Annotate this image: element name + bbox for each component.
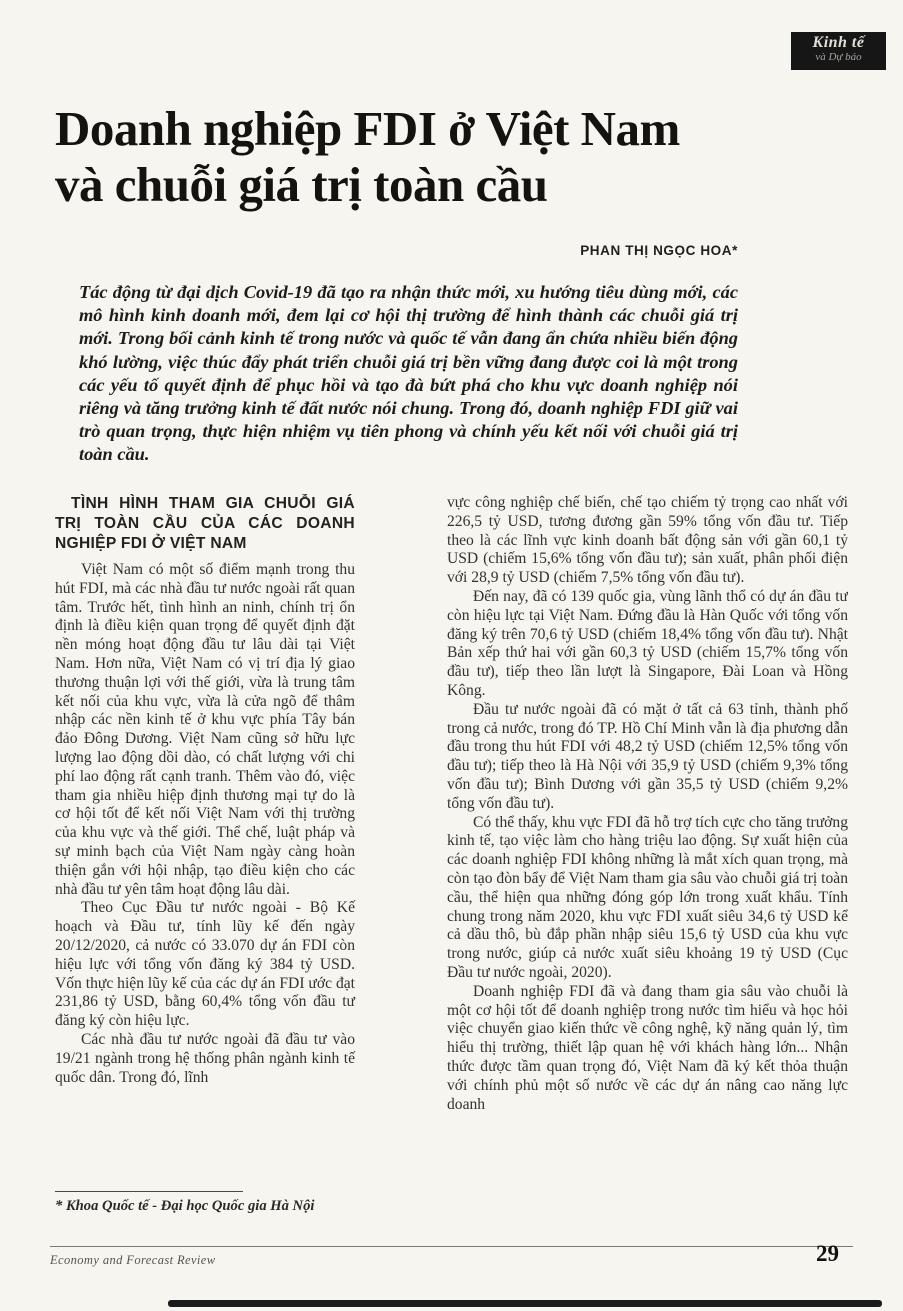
body-paragraph: Doanh nghiệp FDI đã và đang tham gia sâu vào chuỗi là một cơ hội tốt để doanh nghiệp trong nước tìm hiểu và học hỏi việc chuyển giao kiến thức về công nghệ, kỹ năng quản lý, tìm hiểu thị trường, thiết lập quan hệ với khách hàng lớn... Nhận thức được tầm quan trọng đó, Việt Nam đã ký kết thỏa thuận với chính phủ một số nước về các dự án nâng cao năng lực doanh <box>447 982 848 1113</box>
journal-logo <box>791 32 886 70</box>
article-body <box>55 494 848 1200</box>
article-title-line2: và chuỗi giá trị toàn cầu <box>55 157 548 213</box>
article-title <box>55 101 855 214</box>
journal-logo-subtitle: và Dự báo <box>815 50 862 63</box>
author-name: PHAN THỊ NGỌC HOA* <box>580 243 738 258</box>
body-paragraph: Việt Nam có một số điểm mạnh trong thu hút FDI, mà các nhà đầu tư nước ngoài rất quan tâm. Trước hết, tình hình an ninh, chính trị ổn định là điều kiện quan trọng để quyết định đặt nền móng hoạt động đầu tư lâu dài tại Việt Nam. Hơn nữa, Việt Nam có vị trí địa lý giao thương thuận lợi với thế giới, vừa là trung tâm kết nối của khu vực, vừa là cửa ngõ để thâm nhập các nền kinh tế ở khu vực phía Tây bán đảo Đông Dương. Việt Nam cũng sở hữu lực lượng lao động dồi dào, có chất lượng với chi phí lao động rất cạnh tranh. Thêm vào đó, việc tham gia nhiều hiệp định thương mại tự do là cơ hội tốt để kết nối Việt Nam với thị trường của khu vực và thế giới. Thể chế, luật pháp và sự minh bạch của Việt Nam ngày càng hoàn thiện gắn với hội nhập, tạo điều kiện cho các nhà đầu tư yên tâm hoạt động lâu dài. <box>55 561 355 898</box>
body-paragraph: Có thể thấy, khu vực FDI đã hỗ trợ tích cực cho tăng trưởng kinh tế, tạo việc làm cho hàng triệu lao động. Sự xuất hiện của các doanh nghiệp FDI không những là mắt xích quan trọng, mà còn tạo đòn bẩy để Việt Nam tham gia sâu vào chuỗi giá trị toàn cầu, thể hiện qua những đóng góp lớn trong xuất khẩu. Tính chung trong năm 2020, khu vực FDI xuất siêu 34,6 tỷ USD kể cả dầu thô, bù đắp phần nhập siêu 15,6 tỷ USD của khu vực trong nước, giúp cả nước xuất siêu khoảng 19 tỷ USD (Cục Đầu tư nước ngoài, 2020). <box>447 813 848 981</box>
article-abstract: Tác động từ đại dịch Covid-19 đã tạo ra nhận thức mới, xu hướng tiêu dùng mới, các mô hình kinh doanh mới, đem lại cơ hội thị trường để hình thành các chuỗi giá trị mới. Trong bối cảnh kinh tế trong nước và quốc tế vẫn đang ẩn chứa nhiều biến động khó lường, việc thúc đẩy phát triển chuỗi giá trị bền vững đang được coi là một trong các yếu tố quyết định để phục hồi và tạo đà bứt phá cho khu vực doanh nghiệp nói riêng và tăng trưởng kinh tế đất nước nói chung. Trong đó, doanh nghiệp FDI giữ vai trò quan trọng, thực hiện nhiệm vụ tiên phong và chính yếu kết nối với chuỗi giá trị toàn cầu. <box>79 282 738 465</box>
section-heading: TÌNH HÌNH THAM GIA CHUỖI GIÁ TRỊ TOÀN CẦU CỦA CÁC DOANH NGHIỆP FDI Ở VIỆT NAM <box>55 495 355 552</box>
left-column <box>55 494 355 1200</box>
article-title-line1: Doanh nghiệp FDI ở Việt Nam <box>55 101 680 156</box>
author-affiliation-footnote: * Khoa Quốc tế - Đại học Quốc gia Hà Nội <box>55 1198 315 1214</box>
body-paragraph: Các nhà đầu tư nước ngoài đã đầu tư vào 19/21 ngành trong hệ thống phân ngành kinh tế quốc dân. Trong đó, lĩnh <box>55 1030 355 1086</box>
body-paragraph: Theo Cục Đầu tư nước ngoài - Bộ Kế hoạch và Đầu tư, tính lũy kế đến ngày 20/12/2020, cả nước có 33.070 dự án FDI còn hiệu lực với tổng vốn đăng ký 384 tỷ USD. Vốn thực hiện lũy kế của các dự án FDI ước đạt 231,86 tỷ USD, bằng 60,4% tổng vốn đầu tư đăng ký còn hiệu lực. <box>55 899 355 1030</box>
footer-divider <box>50 1246 853 1247</box>
page-number: 29 <box>816 1241 839 1266</box>
body-paragraph: Đến nay, đã có 139 quốc gia, vùng lãnh thổ có dự án đầu tư còn hiệu lực tại Việt Nam. Đứng đầu là Hàn Quốc với tổng vốn đăng ký trên 70,6 tỷ USD (chiếm 18,4% tổng vốn đầu tư). Nhật Bản xếp thứ hai với gần 60,3 tỷ USD (chiếm 15,7% tổng vốn đầu tư), tiếp theo lần lượt là Singapore, Đài Loan và Hồng Kông. <box>447 587 848 699</box>
scan-edge-bar <box>168 1300 882 1307</box>
journal-logo-title: Kinh tế <box>812 34 865 51</box>
right-column <box>447 494 848 1200</box>
body-paragraph-continuation: vực công nghiệp chế biến, chế tạo chiếm tỷ trọng cao nhất với 226,5 tỷ USD, tương đương gần 59% tổng vốn đầu tư. Tiếp theo là các lĩnh vực kinh doanh bất động sản với gần 60,1 tỷ USD (chiếm 15,6% tổng vốn đầu tư); sản xuất, phân phối điện với 28,9 tỷ USD (chiếm 7,5% tổng vốn đầu tư). <box>447 494 848 587</box>
journal-name-footer: Economy and Forecast Review <box>50 1253 216 1267</box>
footnote-divider <box>55 1191 243 1192</box>
body-paragraph: Đầu tư nước ngoài đã có mặt ở tất cả 63 tỉnh, thành phố trong cả nước, trong đó TP. Hồ Chí Minh vẫn là địa phương dẫn đầu trong thu hút FDI với 48,2 tỷ USD (chiếm 12,5% tổng vốn đầu tư); tiếp theo là Hà Nội với 35,9 tỷ USD (chiếm 9,3% tổng vốn đầu tư); Bình Dương với gần 35,5 tỷ USD (chiếm 9,2% tổng vốn đầu tư). <box>447 700 848 812</box>
